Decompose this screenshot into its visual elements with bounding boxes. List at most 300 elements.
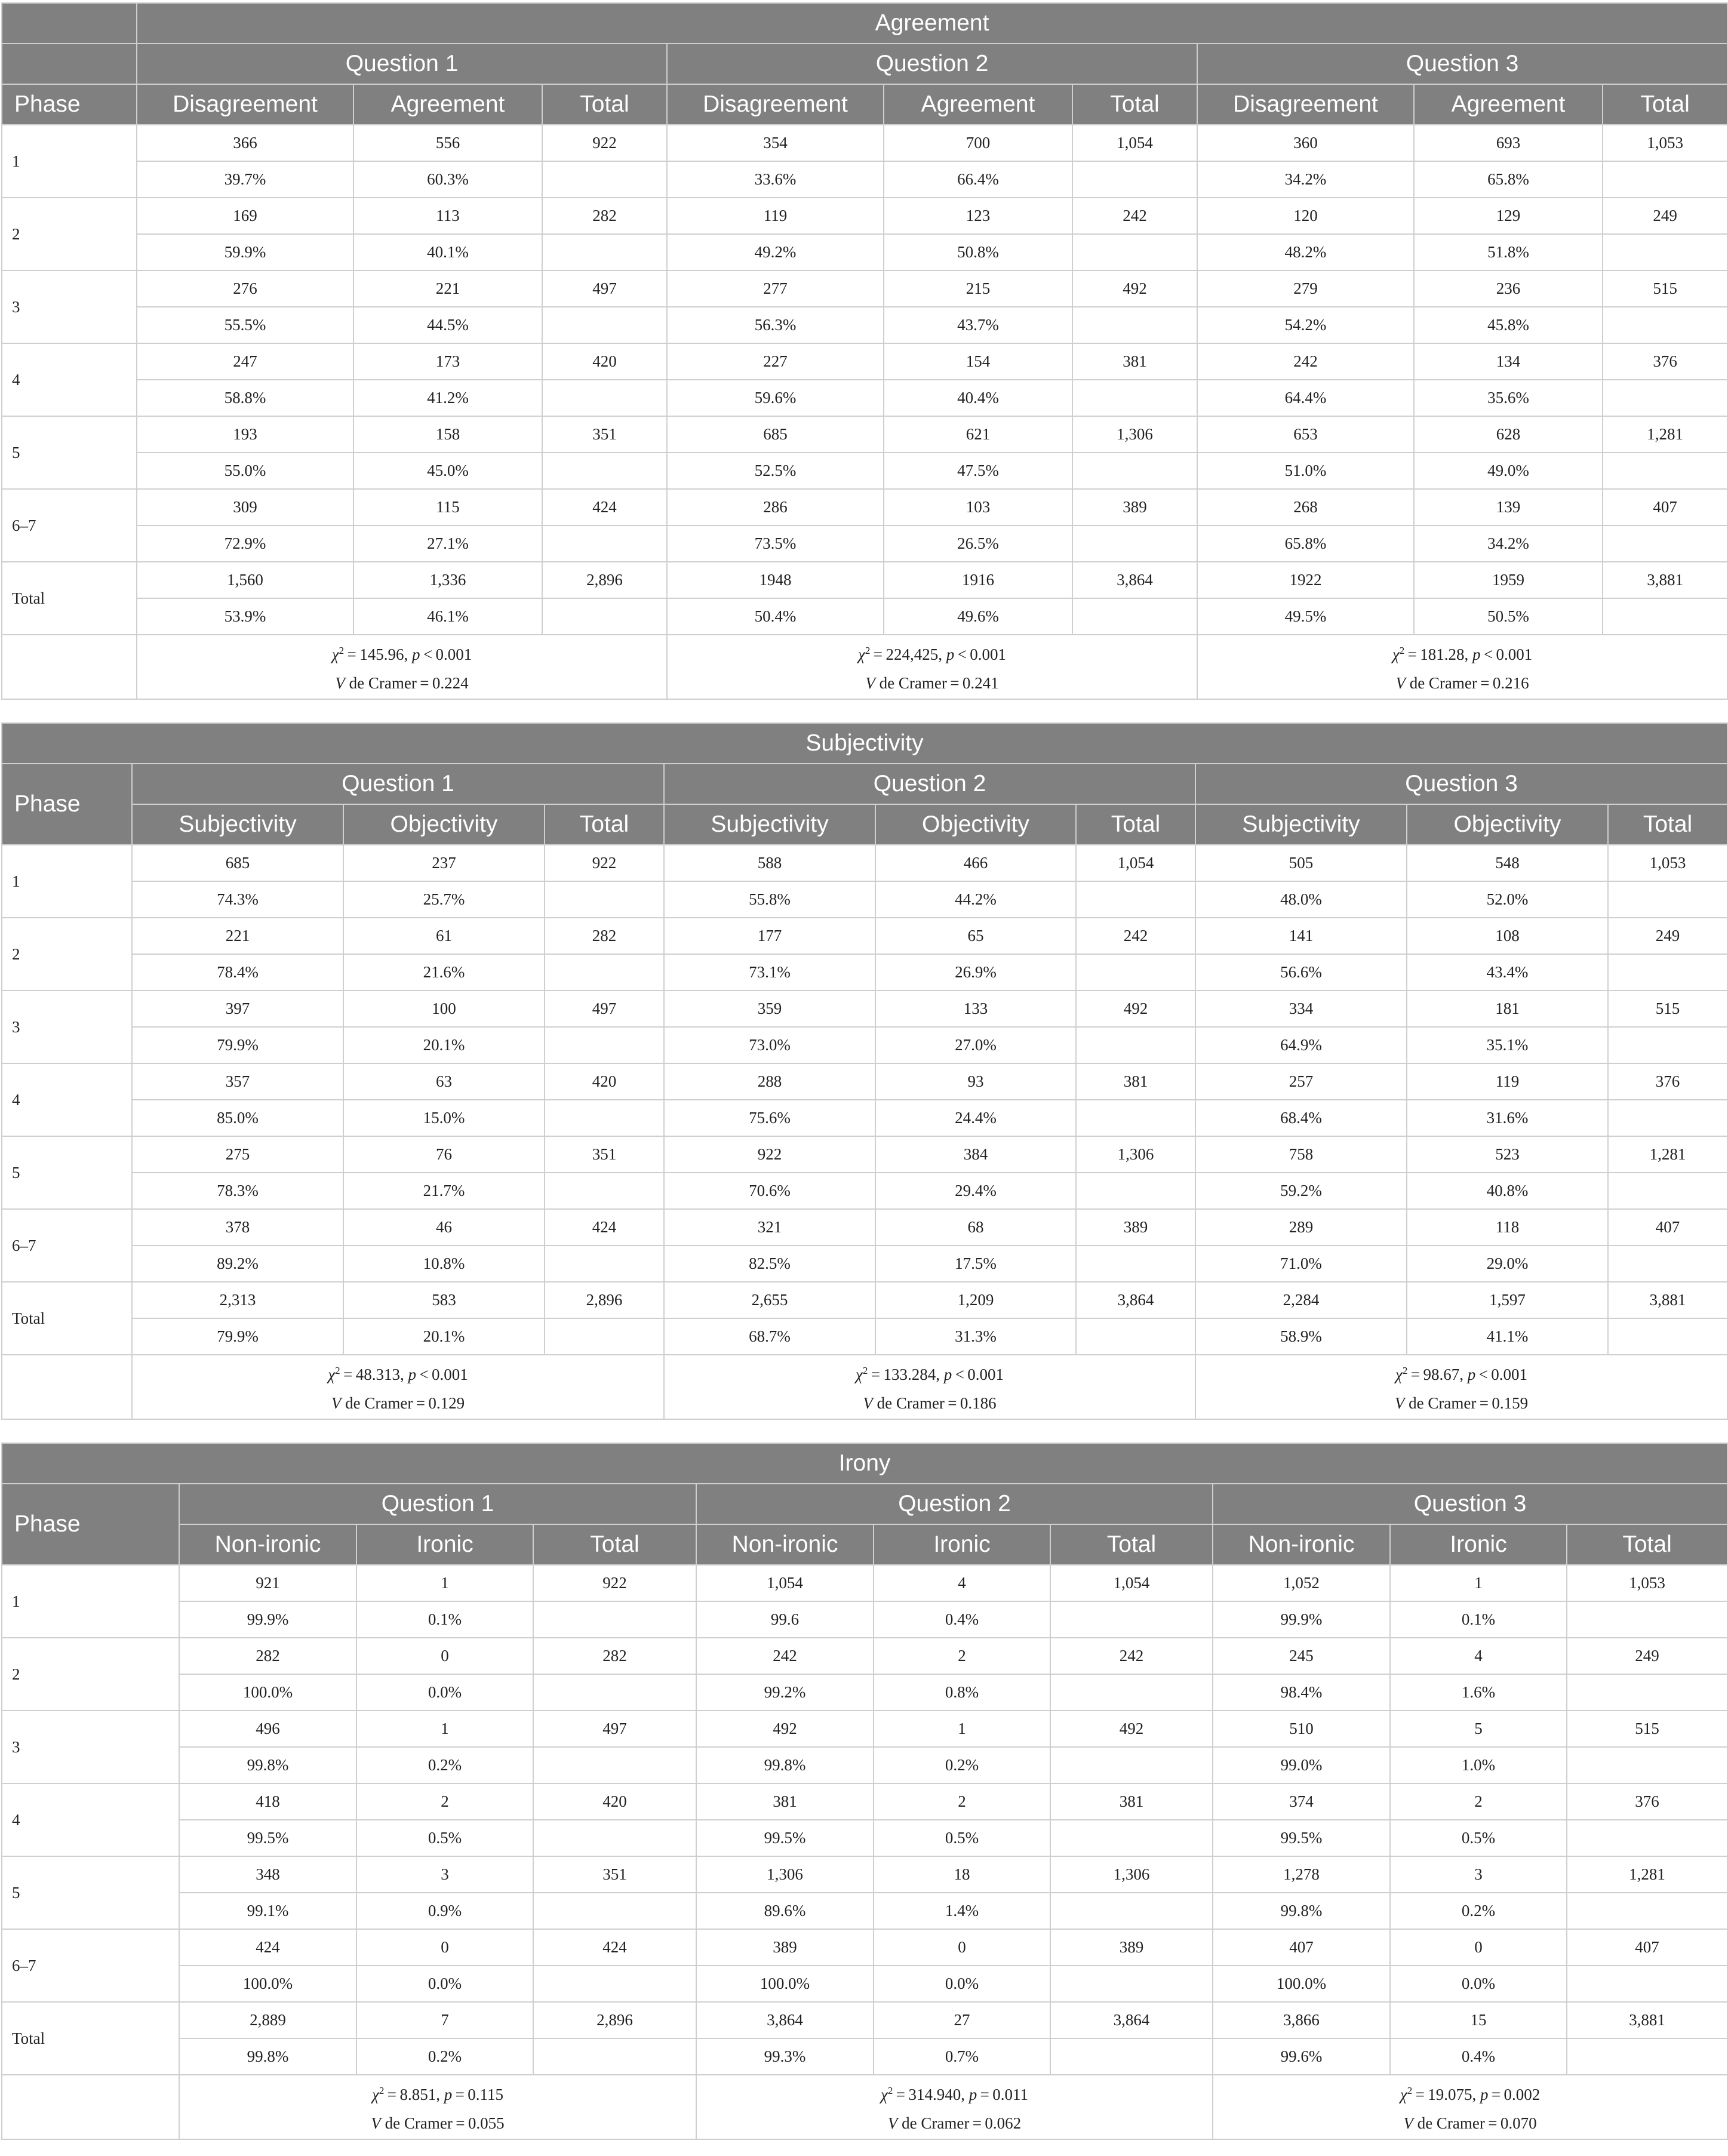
percent-cell: 0.5% <box>356 1820 533 1856</box>
p-value: 0.115 <box>468 2086 503 2103</box>
count-cell: 492 <box>696 1711 874 1747</box>
count-cell: 2,889 <box>179 2002 356 2038</box>
count-cell: 129 <box>1414 198 1603 234</box>
column-header: Ironic <box>874 1524 1050 1565</box>
percent-cell: 53.9% <box>137 598 353 635</box>
table-row <box>2 1674 1727 1711</box>
count-cell: 2,313 <box>132 1282 343 1318</box>
count-cell: 0 <box>356 1929 533 1966</box>
chi-square-line: $\chi^2 = 98.67$, p < 0.001 <box>1395 1365 1527 1383</box>
count-cell: 378 <box>132 1209 343 1245</box>
percent-cell: 99.5% <box>179 1820 356 1856</box>
p-operator: = <box>455 2086 465 2103</box>
phase-label: 3 <box>2 270 137 343</box>
percent-cell: 99.0% <box>1213 1747 1390 1783</box>
percent-cell: 68.4% <box>1195 1100 1407 1136</box>
chi-square-summary <box>132 1355 664 1419</box>
statistics-row <box>2 635 1727 699</box>
subjectivity-table <box>1 722 1728 1420</box>
phase-label: 6–7 <box>2 1929 179 2002</box>
chi-symbol: χ <box>858 645 865 663</box>
percent-cell: 24.4% <box>875 1100 1076 1136</box>
count-cell: 497 <box>545 991 664 1027</box>
percent-cell: 0.4% <box>874 1601 1050 1638</box>
cramer-v-line: V de Cramer = 0.062 <box>887 2114 1022 2132</box>
count-cell: 758 <box>1195 1136 1407 1173</box>
percent-cell: 51.0% <box>1197 453 1414 489</box>
count-cell: 351 <box>542 416 667 453</box>
column-header: Non-ironic <box>1213 1524 1390 1565</box>
percent-cell: 40.1% <box>353 234 542 270</box>
table-row <box>2 991 1727 1027</box>
count-cell: 351 <box>533 1856 696 1893</box>
question-header: Question 1 <box>179 1484 696 1524</box>
count-cell: 397 <box>132 991 343 1027</box>
percent-cell: 99.8% <box>696 1747 874 1783</box>
count-cell: 249 <box>1608 918 1727 954</box>
percent-cell: 59.2% <box>1195 1173 1407 1209</box>
count-cell: 389 <box>696 1929 874 1966</box>
count-cell: 236 <box>1414 270 1603 307</box>
column-header: Ironic <box>356 1524 533 1565</box>
percent-cell: 99.2% <box>696 1674 874 1711</box>
count-cell: 134 <box>1414 343 1603 380</box>
chi-square-line: $\chi^2 = 314.940$, p = 0.011 <box>881 2085 1028 2103</box>
percent-cell: 27.1% <box>353 525 542 562</box>
chi-square-line: $\chi^2 = 133.284$, p < 0.001 <box>856 1365 1004 1383</box>
p-value: 0.002 <box>1503 2086 1541 2103</box>
count-cell: 1,560 <box>137 562 353 598</box>
empty-cell <box>2 2075 179 2139</box>
table-row <box>2 845 1727 881</box>
p-value: 0.011 <box>992 2086 1028 2103</box>
chi-square-line: $\chi^2 = 224,425$, p < 0.001 <box>858 645 1006 663</box>
table-title: Subjectivity <box>2 723 1727 764</box>
percent-cell: 48.2% <box>1197 234 1414 270</box>
chi-square-summary <box>1197 635 1727 699</box>
chi-square-line: $\chi^2 = 181.28$, p < 0.001 <box>1392 645 1533 663</box>
count-cell: 510 <box>1213 1711 1390 1747</box>
phase-label: 1 <box>2 125 137 198</box>
table-row <box>2 1245 1727 1282</box>
percent-cell: 99.8% <box>179 1747 356 1783</box>
percent-cell: 73.1% <box>664 954 875 991</box>
empty-cell <box>542 234 667 270</box>
count-cell: 139 <box>1414 489 1603 525</box>
phase-label: 2 <box>2 918 132 991</box>
percent-cell: 39.7% <box>137 161 353 198</box>
count-cell: 257 <box>1195 1063 1407 1100</box>
percent-cell: 46.1% <box>353 598 542 635</box>
question-header: Question 2 <box>696 1484 1213 1524</box>
percent-cell: 72.9% <box>137 525 353 562</box>
column-header: Total <box>545 804 664 845</box>
percent-cell: 79.9% <box>132 1027 343 1063</box>
count-cell: 1,306 <box>696 1856 874 1893</box>
column-header: Agreement <box>1414 84 1603 125</box>
count-cell: 242 <box>1050 1638 1213 1674</box>
column-header: Total <box>1608 804 1727 845</box>
percent-cell: 50.8% <box>884 234 1072 270</box>
empty-cell <box>1050 2038 1213 2075</box>
column-header: Total <box>1603 84 1727 125</box>
percent-cell: 51.8% <box>1414 234 1603 270</box>
percent-cell: 0.0% <box>874 1966 1050 2002</box>
empty-cell <box>1072 234 1197 270</box>
question-header: Question 3 <box>1195 764 1727 804</box>
count-cell: 2,655 <box>664 1282 875 1318</box>
count-cell: 389 <box>1076 1209 1195 1245</box>
chi-symbol: χ <box>856 1365 863 1383</box>
column-header: Total <box>1076 804 1195 845</box>
phase-label: 4 <box>2 1063 132 1136</box>
percent-cell: 74.3% <box>132 881 343 918</box>
chi-symbol: χ <box>1395 1365 1403 1383</box>
chi-square-value: 181.28 <box>1420 645 1465 663</box>
percent-cell: 1.0% <box>1390 1747 1567 1783</box>
empty-cell <box>1608 1245 1727 1282</box>
count-cell: 357 <box>132 1063 343 1100</box>
percent-cell: 71.0% <box>1195 1245 1407 1282</box>
empty-cell <box>545 1318 664 1355</box>
question-header: Question 3 <box>1213 1484 1727 1524</box>
percent-cell: 100.0% <box>696 1966 874 2002</box>
cramer-v-value: 0.216 <box>1492 674 1529 692</box>
table-row <box>2 1027 1727 1063</box>
percent-cell: 79.9% <box>132 1318 343 1355</box>
count-cell: 548 <box>1407 845 1608 881</box>
percent-cell: 0.8% <box>874 1674 1050 1711</box>
phase-label: Total <box>2 562 137 635</box>
count-cell: 242 <box>1072 198 1197 234</box>
count-cell: 1,281 <box>1603 416 1727 453</box>
count-cell: 1,053 <box>1567 1565 1727 1601</box>
count-cell: 407 <box>1608 1209 1727 1245</box>
question-header: Question 1 <box>132 764 664 804</box>
count-cell: 466 <box>875 845 1076 881</box>
count-cell: 1,054 <box>1050 1565 1213 1601</box>
count-cell: 420 <box>542 343 667 380</box>
count-cell: 215 <box>884 270 1072 307</box>
count-cell: 288 <box>664 1063 875 1100</box>
table-body <box>2 1565 1727 2139</box>
table-row <box>2 380 1727 416</box>
count-cell: 359 <box>664 991 875 1027</box>
count-cell: 922 <box>664 1136 875 1173</box>
phase-header: Phase <box>2 84 137 125</box>
irony-table <box>1 1443 1728 2140</box>
chi-square-summary <box>179 2075 696 2139</box>
count-cell: 5 <box>1390 1711 1567 1747</box>
count-cell: 515 <box>1567 1711 1727 1747</box>
chi-symbol: χ <box>1400 2086 1407 2103</box>
percent-cell: 1.6% <box>1390 1674 1567 1711</box>
count-cell: 685 <box>132 845 343 881</box>
p-value: 0.001 <box>970 645 1006 663</box>
count-cell: 922 <box>545 845 664 881</box>
table-row <box>2 270 1727 307</box>
percent-cell: 26.5% <box>884 525 1072 562</box>
table-row <box>2 1063 1727 1100</box>
percent-cell: 0.5% <box>874 1820 1050 1856</box>
percent-cell: 99.8% <box>179 2038 356 2075</box>
percent-cell: 60.3% <box>353 161 542 198</box>
count-cell: 282 <box>533 1638 696 1674</box>
count-cell: 1,054 <box>1072 125 1197 161</box>
count-cell: 374 <box>1213 1783 1390 1820</box>
table-row <box>2 161 1727 198</box>
table-row <box>2 918 1727 954</box>
count-cell: 496 <box>179 1711 356 1747</box>
empty-cell <box>545 1173 664 1209</box>
count-cell: 100 <box>343 991 545 1027</box>
count-cell: 123 <box>884 198 1072 234</box>
count-cell: 2 <box>874 1783 1050 1820</box>
cramer-v-line: V de Cramer = 0.070 <box>1403 2114 1537 2132</box>
percent-cell: 0.4% <box>1390 2038 1567 2075</box>
percent-cell: 48.0% <box>1195 881 1407 918</box>
cramer-v-line: V de Cramer = 0.241 <box>865 674 999 692</box>
chi-square-value: 48.313 <box>355 1365 400 1383</box>
count-cell: 492 <box>1072 270 1197 307</box>
p-operator: = <box>980 2086 989 2103</box>
chi-square-value: 314.940 <box>908 2086 961 2103</box>
phase-label: Total <box>2 1282 132 1355</box>
percent-cell: 45.8% <box>1414 307 1603 343</box>
percent-cell: 85.0% <box>132 1100 343 1136</box>
phase-header: Phase <box>2 1484 179 1565</box>
table-row <box>2 598 1727 635</box>
phase-label: 4 <box>2 343 137 416</box>
chi-square-value: 8.851 <box>399 2086 436 2103</box>
percent-cell: 64.4% <box>1197 380 1414 416</box>
count-cell: 169 <box>137 198 353 234</box>
count-cell: 424 <box>533 1929 696 1966</box>
count-cell: 193 <box>137 416 353 453</box>
phase-label: 1 <box>2 845 132 918</box>
percent-cell: 43.7% <box>884 307 1072 343</box>
count-cell: 282 <box>545 918 664 954</box>
count-cell: 424 <box>179 1929 356 1966</box>
empty-cell <box>1603 525 1727 562</box>
count-cell: 376 <box>1603 343 1727 380</box>
percent-cell: 59.6% <box>667 380 884 416</box>
percent-cell: 26.9% <box>875 954 1076 991</box>
percent-cell: 52.5% <box>667 453 884 489</box>
percent-cell: 50.5% <box>1414 598 1603 635</box>
chi-symbol: χ <box>881 2086 888 2103</box>
empty-cell <box>1050 1966 1213 2002</box>
chi-square-summary <box>137 635 667 699</box>
percent-cell: 99.3% <box>696 2038 874 2075</box>
count-cell: 247 <box>137 343 353 380</box>
column-header: Objectivity <box>875 804 1076 845</box>
count-cell: 1,306 <box>1076 1136 1195 1173</box>
question-header: Question 2 <box>667 44 1197 84</box>
count-cell: 277 <box>667 270 884 307</box>
count-cell: 115 <box>353 489 542 525</box>
column-header: Agreement <box>353 84 542 125</box>
percent-cell: 25.7% <box>343 881 545 918</box>
percent-cell: 17.5% <box>875 1245 1076 1282</box>
count-cell: 15 <box>1390 2002 1567 2038</box>
chi-square-value: 19.075 <box>1428 2086 1472 2103</box>
table-row <box>2 881 1727 918</box>
count-cell: 242 <box>1197 343 1414 380</box>
count-cell: 492 <box>1050 1711 1213 1747</box>
column-header: Non-ironic <box>179 1524 356 1565</box>
percent-cell: 64.9% <box>1195 1027 1407 1063</box>
count-cell: 242 <box>1076 918 1195 954</box>
count-cell: 348 <box>179 1856 356 1893</box>
column-header: Total <box>533 1524 696 1565</box>
table-row <box>2 1601 1727 1638</box>
count-cell: 0 <box>874 1929 1050 1966</box>
count-cell: 282 <box>179 1638 356 1674</box>
cramer-v-value: 0.186 <box>960 1394 997 1412</box>
percent-cell: 15.0% <box>343 1100 545 1136</box>
percent-cell: 100.0% <box>179 1674 356 1711</box>
count-cell: 1,053 <box>1603 125 1727 161</box>
empty-cell <box>1076 881 1195 918</box>
count-cell: 1,281 <box>1608 1136 1727 1173</box>
empty-cell <box>542 307 667 343</box>
table-row <box>2 198 1727 234</box>
percent-cell: 33.6% <box>667 161 884 198</box>
count-cell: 177 <box>664 918 875 954</box>
empty-cell <box>1076 1100 1195 1136</box>
column-header: Non-ironic <box>696 1524 874 1565</box>
count-cell: 515 <box>1608 991 1727 1027</box>
table-row <box>2 125 1727 161</box>
percent-cell: 73.0% <box>664 1027 875 1063</box>
count-cell: 418 <box>179 1783 356 1820</box>
empty-cell <box>1076 1245 1195 1282</box>
table-row <box>2 343 1727 380</box>
count-cell: 523 <box>1407 1136 1608 1173</box>
count-cell: 515 <box>1603 270 1727 307</box>
table-row <box>2 1856 1727 1893</box>
chi-square-summary <box>667 635 1197 699</box>
percent-cell: 35.6% <box>1414 380 1603 416</box>
column-header: Subjectivity <box>132 804 343 845</box>
empty-cell <box>533 1674 696 1711</box>
empty-cell <box>533 1820 696 1856</box>
count-cell: 321 <box>664 1209 875 1245</box>
table-body <box>2 845 1727 1419</box>
count-cell: 351 <box>545 1136 664 1173</box>
chi-square-line: $\chi^2 = 145.96$, p < 0.001 <box>331 645 472 663</box>
count-cell: 424 <box>542 489 667 525</box>
percent-cell: 10.8% <box>343 1245 545 1282</box>
table-row <box>2 416 1727 453</box>
table-row <box>2 1893 1727 1929</box>
cramer-v-value: 0.055 <box>468 2114 505 2132</box>
count-cell: 381 <box>1072 343 1197 380</box>
count-cell: 113 <box>353 198 542 234</box>
count-cell: 2 <box>356 1783 533 1820</box>
percent-cell: 0.0% <box>356 1674 533 1711</box>
count-cell: 119 <box>667 198 884 234</box>
phase-label: 5 <box>2 416 137 489</box>
count-cell: 389 <box>1050 1929 1213 1966</box>
percent-cell: 54.2% <box>1197 307 1414 343</box>
empty-cell <box>1567 2038 1727 2075</box>
column-header: Total <box>1050 1524 1213 1565</box>
count-cell: 1,054 <box>1076 845 1195 881</box>
count-cell: 685 <box>667 416 884 453</box>
count-cell: 46 <box>343 1209 545 1245</box>
cramer-v-line: V de Cramer = 0.159 <box>1394 1394 1529 1412</box>
count-cell: 76 <box>343 1136 545 1173</box>
empty-cell <box>1603 453 1727 489</box>
percent-cell: 41.1% <box>1407 1318 1608 1355</box>
count-cell: 922 <box>542 125 667 161</box>
percent-cell: 56.3% <box>667 307 884 343</box>
count-cell: 2,284 <box>1195 1282 1407 1318</box>
count-cell: 65 <box>875 918 1076 954</box>
count-cell: 334 <box>1195 991 1407 1027</box>
count-cell: 279 <box>1197 270 1414 307</box>
count-cell: 424 <box>545 1209 664 1245</box>
p-operator: = <box>1491 2086 1501 2103</box>
percent-cell: 43.4% <box>1407 954 1608 991</box>
phase-label: Total <box>2 2002 179 2075</box>
empty-cell <box>1603 307 1727 343</box>
count-cell: 3 <box>356 1856 533 1893</box>
count-cell: 1,053 <box>1608 845 1727 881</box>
empty-cell <box>2 1355 132 1419</box>
count-cell: 556 <box>353 125 542 161</box>
percent-cell: 70.6% <box>664 1173 875 1209</box>
count-cell: 18 <box>874 1856 1050 1893</box>
table-row <box>2 562 1727 598</box>
count-cell: 1922 <box>1197 562 1414 598</box>
column-header: Total <box>542 84 667 125</box>
count-cell: 245 <box>1213 1638 1390 1674</box>
percent-cell: 58.8% <box>137 380 353 416</box>
count-cell: 3,864 <box>696 2002 874 2038</box>
table-row <box>2 307 1727 343</box>
empty-cell <box>1567 1893 1727 1929</box>
empty-cell <box>1072 380 1197 416</box>
phase-label: 3 <box>2 1711 179 1783</box>
count-cell: 366 <box>137 125 353 161</box>
count-cell: 381 <box>1050 1783 1213 1820</box>
chi-square-line: $\chi^2 = 8.851$, p = 0.115 <box>372 2085 503 2103</box>
count-cell: 158 <box>353 416 542 453</box>
column-header: Disagreement <box>137 84 353 125</box>
p-value: 0.001 <box>435 645 472 663</box>
percent-cell: 100.0% <box>179 1966 356 2002</box>
percent-cell: 0.1% <box>1390 1601 1567 1638</box>
count-cell: 0 <box>1390 1929 1567 1966</box>
count-cell: 1948 <box>667 562 884 598</box>
count-cell: 68 <box>875 1209 1076 1245</box>
column-header: Total <box>1072 84 1197 125</box>
empty-cell <box>542 525 667 562</box>
percent-cell: 89.6% <box>696 1893 874 1929</box>
column-header: Disagreement <box>1197 84 1414 125</box>
count-cell: 118 <box>1407 1209 1608 1245</box>
empty-cell <box>1608 881 1727 918</box>
statistics-row <box>2 2075 1727 2139</box>
empty-cell <box>533 1601 696 1638</box>
p-value: 0.001 <box>431 1365 468 1383</box>
table-row <box>2 1783 1727 1820</box>
percent-cell: 0.2% <box>874 1747 1050 1783</box>
empty-cell <box>533 1893 696 1929</box>
